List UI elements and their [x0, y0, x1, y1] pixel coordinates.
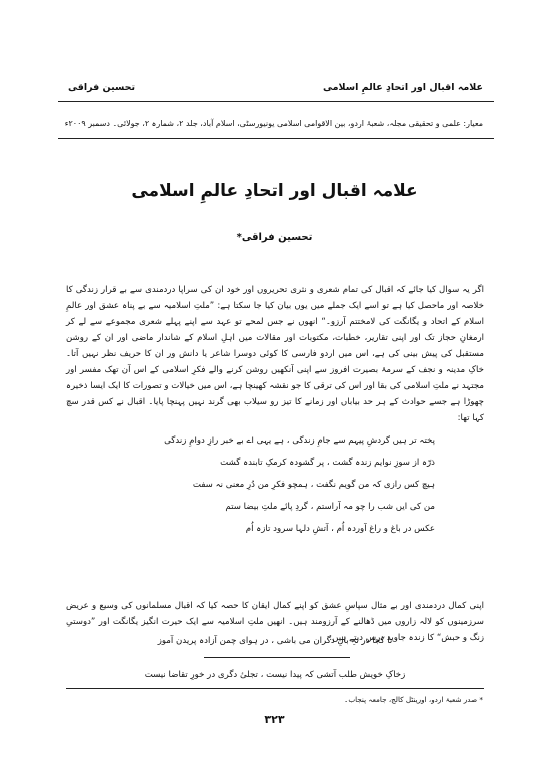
journal-citation: معیار: علمی و تحقیقی مجلہ، شعبۂ اردو، بین الاقوامی اسلامی یونیورسٹی، اسلام آباد، جلد ۲، شمارہ ۲، جولائی۔ دسمبر ۲۰۰۹ء [64, 119, 483, 128]
citation-rule [58, 138, 494, 139]
poem-line: ہیچ کس رازی کہ من گویم نگفت ، ہمچو فکرِ من دُرِ معنی نہ سفت [192, 480, 435, 490]
header-rule [58, 101, 494, 102]
body-paragraph-1: اگر یہ سوال کیا جائے کہ اقبال کی تمام شعری و نثری تحریروں اور خود ان کی سراپا دردمندی سے بے قرار زندگی کا خلاصہ اور ماحصل کیا ہے تو اسے ایک جملے میں یوں بیان کیا جا سکتا ہے: ”ملتِ اسلامیہ سے بے پناہ عشق اور عالمِ اسلام کے اتحاد و یگانگت کی لامختتم آرزو۔“ انھوں نے جس لمحے تو عہد سے اپنے پہلے شعری مجموعے سے لے کر ارمغانِ حجاز تک اور اپنی تقاریر، خطبات، مکتوبات اور مقالات میں اہلِ اسلام کے شاندار ماضی اور ان کے روشن مستقبل کی پیش بینی کی ہے، اس میں اردو فارسی کا کوئی دوسرا شاعر یا دانش ور ان کا حریف نظر نہیں آتا۔ خاکِ مدینہ و نجف کے سرمۂ بصیرت افروز سے اپنی آنکھیں روشن کرنے والے فکرِ اسلامی کے اس آن تھک مفسر اور مجتہد نے ملتِ اسلامی کی بقا اور اس کی ترقی کا جو نقشہ کھینچا ہے، اس میں خیالات و تصورات کا ایک ایسا ذخیرہ چھوڑا ہے جسے حوادث کے ہر حد بیاباں اور زمانے کا تیز رو سیلاب بھی گرند نہیں پہنچا پایا۔ اقبال نے کس قدر سچ کہا تھا: [66, 285, 484, 423]
body-paragraph-2: اپنی کمال دردمندی اور بے مثال سپاسِ عشق کو اپنے کمال ایقان کا حصہ کیا کہ اقبال مسلمانوں کی وسیع و عریض سرزمینوں کو لالہ زاروں میں ڈھالنے کے آرزومند ہیں۔ انھیں ملتِ اسلامیہ سے ایک حیرت انگیز یگانگت اور ”دوستیِ زنگ و حبش“ کا زندہ جاوید درس دیتے ہیں: [66, 601, 484, 643]
page-number: ۳۲۳ [264, 713, 285, 726]
article-title: علامہ اقبال اور اتحادِ عالمِ اسلامی [131, 181, 418, 201]
running-header-title: علامہ اقبال اور اتحادِ عالمِ اسلامی [323, 82, 483, 93]
footnote: * صدر شعبۂ اردو، اورینٹل کالج، جامعہ پنجاب۔ [344, 695, 483, 704]
footnote-rule [66, 688, 484, 689]
running-header-author: تحسین فراقی [68, 82, 136, 93]
verse-couplet-2: زخاکِ خویش طلب آتشی کہ پیدا نیست ، تجلیٔ دگری در خورِ تقاضا نیست [144, 670, 406, 680]
poem-line: من کی ایں شب را چو مہ آراستم ، گردِ پائے ملتِ بیضا ستم [225, 502, 435, 512]
verse-divider [204, 657, 350, 658]
verse-couplet-1: تا کجا در تہِ بالِ دگران می باشی ، در ہوای چمن آزادہ پریدن آموز [157, 636, 393, 646]
poem-line: پختہ تر ہیں گردشِ پیہم سے جامِ زندگی ، ہے یہی اے بے خبر رازِ دوامِ زندگی [164, 436, 435, 446]
poem-line: عکس در باغ و راغ آوردہ اُم ، آتشِ دلہا سرود تازہ اُم [245, 524, 435, 534]
article-author: تحسین فراقی* [236, 232, 313, 243]
poem-line: ذرّہ از سوزِ نوایم زندہ گشت ، پر گشودہ کرمکِ تابندہ گشت [220, 458, 435, 468]
